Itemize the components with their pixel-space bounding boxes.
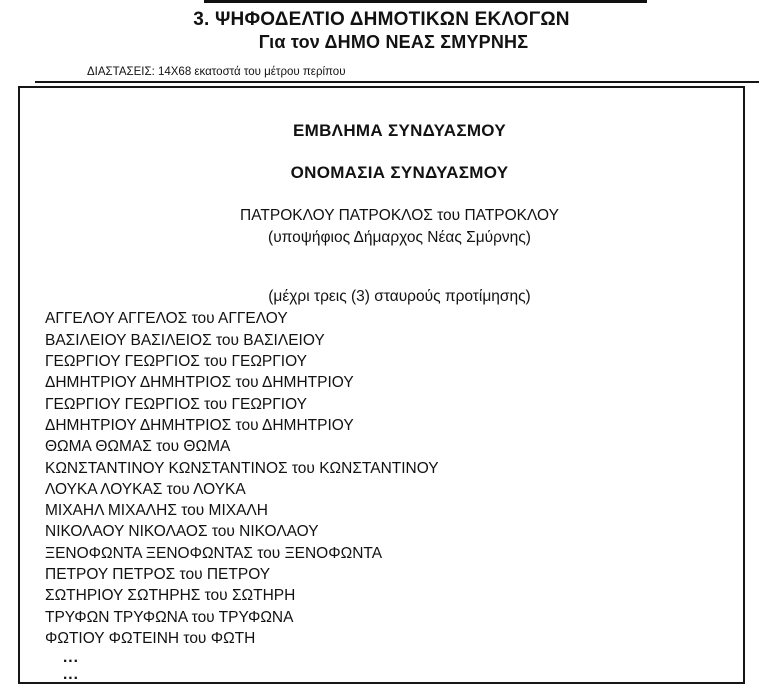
candidate-row: ΓΕΩΡΓΙΟΥ ΓΕΩΡΓΙΟΣ του ΓΕΩΡΓΙΟΥ: [45, 353, 308, 371]
candidate-row: ΝΙΚΟΛΑΟΥ ΝΙΚΟΛΑΟΣ του ΝΙΚΟΛΑΟΥ: [45, 523, 319, 541]
ballot-header-block: [20, 120, 743, 308]
mayor-candidate-note: (υποψήφιος Δήμαρχος Νέας Σμύρνης): [268, 229, 531, 247]
ellipsis-row: ...: [63, 666, 79, 684]
candidate-row: ΣΩΤΗΡΙΟΥ ΣΩΤΗΡΗΣ του ΣΩΤΗΡΗ: [45, 587, 296, 605]
dimensions-note-row: [35, 62, 759, 83]
candidate-row: ΘΩΜΑ ΘΩΜΑΣ του ΘΩΜΑ: [45, 438, 231, 456]
dimensions-note: ΔΙΑΣΤΑΣΕΙΣ: 14Χ68 εκατοστά του μέτρου περίπου: [87, 66, 346, 79]
candidate-row: ΒΑΣΙΛΕΙΟΥ ΒΑΣΙΛΕΙΟΣ του ΒΑΣΙΛΕΙΟΥ: [45, 331, 325, 349]
clipped-content-artifact: [204, 0, 647, 3]
candidate-row: ΔΗΜΗΤΡΙΟΥ ΔΗΜΗΤΡΙΟΣ του ΔΗΜΗΤΡΙΟΥ: [45, 374, 354, 392]
candidate-row: ΦΩΤΙΟΥ ΦΩΤΕΙΝΗ του ΦΩΤΗ: [45, 629, 256, 647]
page-title: 3. ΨΗΦΟΔΕΛΤΙΟ ΔΗΜΟΤΙΚΩΝ ΕΚΛΟΓΩΝ: [193, 9, 570, 30]
page-header: [0, 0, 759, 52]
ellipsis-rows: [20, 649, 743, 683]
page-subtitle: Για τον ΔΗΜΟ ΝΕΑΣ ΣΜΥΡΝΗΣ: [258, 32, 529, 53]
candidate-row: ΚΩΝΣΤΑΝΤΙΝΟΥ ΚΩΝΣΤΑΝΤΙΝΟΣ του ΚΩΝΣΤΑΝΤΙΝΟΥ: [45, 459, 439, 477]
mayor-candidate-name: ΠΑΤΡΟΚΛΟΥ ΠΑΤΡΟΚΛΟΣ του ΠΑΤΡΟΚΛΟΥ: [240, 207, 559, 225]
candidate-row: ΛΟΥΚΑ ΛΟΥΚΑΣ του ΛΟΥΚΑ: [45, 480, 246, 498]
candidate-list: [45, 308, 743, 649]
candidate-row: ΔΗΜΗΤΡΙΟΥ ΔΗΜΗΤΡΙΟΣ του ΔΗΜΗΤΡΙΟΥ: [45, 416, 354, 434]
ellipsis-row: ...: [63, 649, 79, 667]
emblem-label: ΕΜΒΛΗΜΑ ΣΥΝΔΥΑΣΜΟΥ: [293, 121, 506, 141]
candidate-row: ΓΕΩΡΓΙΟΥ ΓΕΩΡΓΙΟΣ του ΓΕΩΡΓΙΟΥ: [45, 395, 308, 413]
ballot-box: [18, 86, 745, 684]
candidate-row: ΑΓΓΕΛΟΥ ΑΓΓΕΛΟΣ του ΑΓΓΕΛΟΥ: [45, 310, 288, 328]
preference-crosses-note: (μέχρι τρεις (3) σταυρούς προτίμησης): [268, 288, 531, 306]
candidate-row: ΜΙΧΑΗΛ ΜΙΧΑΛΗΣ του ΜΙΧΑΛΗ: [45, 502, 268, 520]
candidate-row: ΞΕΝΟΦΩΝΤΑ ΞΕΝΟΦΩΝΤΑΣ του ΞΕΝΟΦΩΝΤΑ: [45, 544, 383, 562]
candidate-row: ΠΕΤΡΟΥ ΠΕΤΡΟΣ του ΠΕΤΡΟΥ: [45, 565, 271, 583]
candidate-row: ΤΡΥΦΩΝ ΤΡΥΦΩΝΑ του ΤΡΥΦΩΝΑ: [45, 608, 294, 626]
combination-name-label: ΟΝΟΜΑΣΙΑ ΣΥΝΔΥΑΣΜΟΥ: [290, 163, 509, 183]
